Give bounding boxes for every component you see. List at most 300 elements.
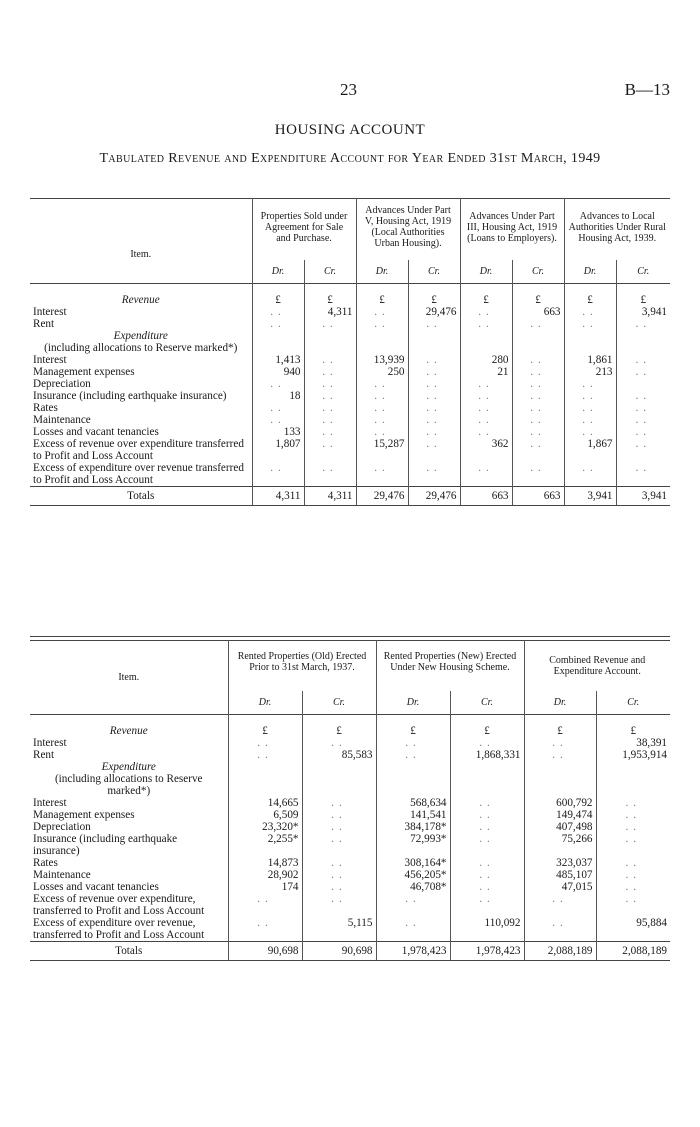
currency-symbol: £ (252, 284, 304, 307)
table-row (30, 414, 670, 426)
table-cell: .. (460, 390, 512, 402)
dr-header: Dr. (376, 691, 450, 715)
total-cell: 4,311 (304, 487, 356, 506)
empty-cell (596, 761, 670, 773)
table-cell: .. (616, 426, 670, 438)
empty-cell (304, 342, 356, 354)
total-cell: 90,698 (302, 942, 376, 961)
page-number: 23 (340, 80, 357, 99)
cr-header: Cr. (302, 691, 376, 715)
table-cell: .. (356, 318, 408, 330)
currency-symbol: £ (376, 715, 450, 738)
revenue-heading-row (30, 715, 670, 738)
table-cell: 28,902 (228, 869, 302, 881)
table-cell: .. (408, 414, 460, 426)
table-cell: .. (460, 426, 512, 438)
cr-header: Cr. (408, 260, 460, 284)
table-cell: .. (304, 426, 356, 438)
table-cell: .. (450, 821, 524, 833)
table-row (30, 306, 670, 318)
table-cell: 1,413 (252, 354, 304, 366)
empty-cell (524, 761, 596, 773)
table-cell: .. (512, 414, 564, 426)
table-row (30, 438, 670, 462)
empty-cell (450, 761, 524, 773)
currency-symbol: £ (616, 284, 670, 307)
table-row (30, 318, 670, 330)
currency-symbol: £ (356, 284, 408, 307)
row-label: Insurance (including earthquake insurance) (33, 833, 178, 857)
table-cell: .. (408, 438, 460, 462)
page-reference: B—13 (624, 80, 670, 99)
expenditure-heading-row (30, 330, 670, 342)
empty-cell (304, 330, 356, 342)
table-cell: .. (512, 462, 564, 487)
table-cell: 18 (252, 390, 304, 402)
table-row (30, 378, 670, 390)
table-cell: .. (460, 306, 512, 318)
empty-cell (596, 773, 670, 797)
table-cell: .. (252, 402, 304, 414)
table-cell: .. (450, 797, 524, 809)
table-row (30, 462, 670, 487)
table-cell: 133 (252, 426, 304, 438)
table-cell: .. (302, 797, 376, 809)
table-cell: 1,868,331 (450, 749, 524, 761)
table-cell: .. (564, 318, 616, 330)
empty-cell (524, 773, 596, 797)
row-label: Maintenance (33, 869, 91, 881)
table-cell: .. (302, 737, 376, 749)
row-label: Insurance (including earthquake insurance) (33, 390, 227, 402)
empty-cell (408, 330, 460, 342)
table-cell: .. (450, 833, 524, 857)
currency-symbol: £ (596, 715, 670, 738)
table-cell: .. (304, 318, 356, 330)
table-cell: 213 (564, 366, 616, 378)
table-cell: .. (450, 809, 524, 821)
row-label: Interest (33, 797, 67, 809)
table-cell: .. (460, 414, 512, 426)
table-row (30, 366, 670, 378)
table-cell: .. (564, 378, 616, 390)
table-cell: .. (302, 857, 376, 869)
expenditure-note: (including allocations to Reserve marked*) (44, 342, 238, 354)
totals-row (30, 942, 670, 961)
currency-symbol: £ (304, 284, 356, 307)
table-cell: 38,391 (596, 737, 670, 749)
table-cell: 21 (460, 366, 512, 378)
table-cell: .. (302, 809, 376, 821)
table-cell: 2,255* (228, 833, 302, 857)
table-cell: 6,509 (228, 809, 302, 821)
cr-header: Cr. (512, 260, 564, 284)
empty-cell (228, 773, 302, 797)
table-cell: .. (356, 426, 408, 438)
table-cell: .. (564, 390, 616, 402)
table-cell: .. (252, 414, 304, 426)
table-cell: .. (356, 462, 408, 487)
table-cell: .. (356, 378, 408, 390)
table-cell: .. (512, 378, 564, 390)
empty-cell (302, 773, 376, 797)
table-cell: .. (304, 402, 356, 414)
table-row (30, 426, 670, 438)
table-cell: 4,311 (304, 306, 356, 318)
col-group-header: Advances Under Part V, Housing Act, 1919 (Local Authorities Urban Housing). (356, 199, 460, 261)
table-row (30, 809, 670, 821)
table-cell: .. (524, 749, 596, 761)
table-row (30, 749, 670, 761)
table-row (30, 857, 670, 869)
empty-cell (228, 761, 302, 773)
table-cell: .. (564, 462, 616, 487)
revenue-heading-row (30, 284, 670, 307)
table-cell: 3,941 (616, 306, 670, 318)
table-cell: .. (408, 378, 460, 390)
table-cell: .. (228, 737, 302, 749)
empty-cell (450, 773, 524, 797)
table-cell: .. (596, 809, 670, 821)
table-cell: 407,498 (524, 821, 596, 833)
table-cell: 23,320* (228, 821, 302, 833)
table-cell: .. (564, 426, 616, 438)
table-cell: .. (616, 414, 670, 426)
row-label: Management expenses (33, 809, 135, 821)
dr-header: Dr. (252, 260, 304, 284)
table-cell: .. (302, 869, 376, 881)
table-cell: .. (460, 462, 512, 487)
currency-symbol: £ (524, 715, 596, 738)
dr-header: Dr. (524, 691, 596, 715)
table-cell: .. (512, 390, 564, 402)
table-cell: 250 (356, 366, 408, 378)
col-group-header: Rented Properties (New) Erected Under New Housing Scheme. (376, 641, 524, 692)
expenditure-note: (including allocations to Reserve marked*) (54, 773, 203, 797)
empty-cell (460, 330, 512, 342)
row-label: Losses and vacant tenancies (33, 881, 159, 893)
table-row (30, 402, 670, 414)
table-cell: .. (228, 917, 302, 942)
table-cell: .. (408, 318, 460, 330)
table-cell: 95,884 (596, 917, 670, 942)
table-cell: .. (252, 462, 304, 487)
page-subtitle: Tabulated Revenue and Expenditure Account for Year Ended 31st March, 1949 (99, 151, 601, 166)
empty-cell (376, 773, 450, 797)
row-label: Interest (33, 306, 67, 318)
table-cell: .. (408, 462, 460, 487)
currency-symbol: £ (512, 284, 564, 307)
table-cell: .. (376, 893, 450, 917)
item-column-header: Item. (118, 671, 140, 683)
table-row (30, 881, 670, 893)
row-label: Rent (33, 749, 55, 761)
section-divider (30, 636, 670, 637)
table-cell: .. (304, 414, 356, 426)
totals-label: Totals (30, 487, 252, 506)
table-cell: 568,634 (376, 797, 450, 809)
total-cell: 29,476 (408, 487, 460, 506)
total-cell: 29,476 (356, 487, 408, 506)
cr-header: Cr. (450, 691, 524, 715)
table-cell: .. (304, 390, 356, 402)
table-cell: 13,939 (356, 354, 408, 366)
total-cell: 2,088,189 (524, 942, 596, 961)
currency-symbol: £ (460, 284, 512, 307)
table-cell: .. (302, 881, 376, 893)
table-cell: 141,541 (376, 809, 450, 821)
table-row (30, 797, 670, 809)
col-group-header: Advances to Local Authorities Under Rural Housing Act, 1939. (564, 199, 670, 261)
table-cell: .. (450, 869, 524, 881)
table-cell: 384,178* (376, 821, 450, 833)
table-row (30, 869, 670, 881)
currency-symbol: £ (564, 284, 616, 307)
table-cell: .. (512, 438, 564, 462)
table-cell: .. (304, 366, 356, 378)
total-cell: 2,088,189 (596, 942, 670, 961)
row-label: Losses and vacant tenancies (33, 426, 159, 438)
currency-symbol: £ (302, 715, 376, 738)
table-cell: .. (460, 402, 512, 414)
total-cell: 3,941 (616, 487, 670, 506)
empty-cell (302, 761, 376, 773)
table-row (30, 390, 670, 402)
table-cell: 1,861 (564, 354, 616, 366)
total-cell: 3,941 (564, 487, 616, 506)
table-cell: .. (408, 426, 460, 438)
table-cell: .. (356, 306, 408, 318)
empty-cell (616, 330, 670, 342)
revenue-heading: Revenue (109, 725, 148, 737)
empty-cell (564, 330, 616, 342)
table-cell: .. (616, 318, 670, 330)
table-cell: 940 (252, 366, 304, 378)
table-cell: 75,266 (524, 833, 596, 857)
dr-header: Dr. (460, 260, 512, 284)
table-cell: .. (302, 821, 376, 833)
table-cell: .. (356, 390, 408, 402)
currency-symbol: £ (450, 715, 524, 738)
totals-row (30, 487, 670, 506)
row-label: Maintenance (33, 414, 91, 426)
empty-cell (376, 761, 450, 773)
row-label: Interest (33, 354, 67, 366)
row-label: Management expenses (33, 366, 135, 378)
table-row (30, 893, 670, 917)
table-cell: 1,953,914 (596, 749, 670, 761)
table-cell: .. (376, 737, 450, 749)
total-cell: 4,311 (252, 487, 304, 506)
table-cell: .. (408, 354, 460, 366)
housing-account-table-2 (30, 640, 670, 961)
row-label: Depreciation (33, 378, 91, 390)
table-cell: .. (616, 438, 670, 462)
revenue-heading: Revenue (121, 294, 160, 306)
row-label: Rates (33, 857, 58, 869)
table-cell: .. (512, 402, 564, 414)
table-cell: .. (450, 857, 524, 869)
table-cell (616, 378, 670, 390)
expenditure-note-row (30, 773, 670, 797)
table-cell: .. (408, 366, 460, 378)
table-cell: .. (564, 414, 616, 426)
table-cell: .. (616, 390, 670, 402)
empty-cell (512, 330, 564, 342)
table-cell: 29,476 (408, 306, 460, 318)
row-label: Rent (33, 318, 55, 330)
table-cell: .. (564, 402, 616, 414)
table-cell: 46,708* (376, 881, 450, 893)
table-cell: 149,474 (524, 809, 596, 821)
table-cell: .. (304, 462, 356, 487)
table-cell: .. (304, 354, 356, 366)
item-column-header: Item. (130, 249, 152, 260)
empty-cell (252, 330, 304, 342)
table-cell: .. (302, 893, 376, 917)
table-cell: .. (596, 869, 670, 881)
total-cell: 663 (512, 487, 564, 506)
table-cell: .. (524, 917, 596, 942)
table-cell: .. (408, 390, 460, 402)
cr-header: Cr. (596, 691, 670, 715)
row-label: Depreciation (33, 821, 91, 833)
table-cell: .. (252, 306, 304, 318)
table-cell: 174 (228, 881, 302, 893)
table-cell: .. (524, 893, 596, 917)
total-cell: 1,978,423 (450, 942, 524, 961)
empty-cell (616, 342, 670, 354)
col-group-header: Properties Sold under Agreement for Sale and Purchase. (252, 199, 356, 261)
table-cell: .. (512, 426, 564, 438)
col-group-header: Combined Revenue and Expenditure Account. (524, 641, 670, 692)
empty-cell (460, 342, 512, 354)
dr-header: Dr. (564, 260, 616, 284)
empty-cell (252, 342, 304, 354)
table-cell: .. (616, 354, 670, 366)
table-cell: .. (450, 737, 524, 749)
totals-label: Totals (30, 942, 228, 961)
table-cell: 485,107 (524, 869, 596, 881)
table-cell: .. (512, 318, 564, 330)
row-label: Rates (33, 402, 58, 414)
table-cell: .. (228, 893, 302, 917)
page-title: HOUSING ACCOUNT (274, 122, 426, 138)
table-cell: 110,092 (450, 917, 524, 942)
table-cell: 14,873 (228, 857, 302, 869)
table-cell: .. (376, 749, 450, 761)
table-row (30, 821, 670, 833)
table-cell: .. (512, 354, 564, 366)
table-cell: .. (596, 797, 670, 809)
empty-cell (512, 342, 564, 354)
table-cell: 323,037 (524, 857, 596, 869)
table-cell: 72,993* (376, 833, 450, 857)
total-cell: 663 (460, 487, 512, 506)
empty-cell (564, 342, 616, 354)
table-cell: 280 (460, 354, 512, 366)
cr-header: Cr. (304, 260, 356, 284)
table-cell: .. (356, 414, 408, 426)
expenditure-heading-row (30, 761, 670, 773)
table-cell: .. (564, 306, 616, 318)
table-cell: .. (304, 378, 356, 390)
dr-header: Dr. (356, 260, 408, 284)
table-cell: 1,867 (564, 438, 616, 462)
table-cell: 1,807 (252, 438, 304, 462)
table-cell: 15,287 (356, 438, 408, 462)
table-cell: .. (460, 378, 512, 390)
table-cell: 85,583 (302, 749, 376, 761)
table-cell: .. (450, 893, 524, 917)
table-cell: .. (376, 917, 450, 942)
table-cell: .. (252, 318, 304, 330)
table-cell: .. (616, 402, 670, 414)
table-row (30, 354, 670, 366)
dr-header: Dr. (228, 691, 302, 715)
empty-cell (408, 342, 460, 354)
currency-symbol: £ (228, 715, 302, 738)
row-label: Excess of revenue over expenditure, transferred to Profit and Loss Account (33, 893, 205, 917)
table-cell: .. (616, 462, 670, 487)
table-cell: 47,015 (524, 881, 596, 893)
currency-symbol: £ (408, 284, 460, 307)
table-cell: 14,665 (228, 797, 302, 809)
expenditure-heading: Expenditure (101, 761, 156, 773)
table-cell: 362 (460, 438, 512, 462)
table-cell: 600,792 (524, 797, 596, 809)
table-cell: 308,164* (376, 857, 450, 869)
table-cell: .. (596, 893, 670, 917)
expenditure-heading: Expenditure (113, 330, 168, 342)
table-cell: .. (356, 402, 408, 414)
table-row (30, 737, 670, 749)
table-cell: 456,205* (376, 869, 450, 881)
table-cell: .. (596, 881, 670, 893)
table-cell: .. (408, 402, 460, 414)
expenditure-note-row (30, 342, 670, 354)
row-label: Excess of revenue over expenditure transferred to Profit and Loss Account (33, 438, 244, 462)
empty-cell (356, 342, 408, 354)
table-cell: .. (596, 857, 670, 869)
table-cell: .. (304, 438, 356, 462)
table-cell: .. (460, 318, 512, 330)
table-cell: .. (616, 366, 670, 378)
row-label: Interest (33, 737, 67, 749)
table-cell: .. (512, 366, 564, 378)
total-cell: 1,978,423 (376, 942, 450, 961)
row-label: Excess of expenditure over revenue, transferred to Profit and Loss Account (33, 917, 205, 941)
empty-cell (356, 330, 408, 342)
total-cell: 90,698 (228, 942, 302, 961)
cr-header: Cr. (616, 260, 670, 284)
table-cell: .. (596, 821, 670, 833)
table-cell: 663 (512, 306, 564, 318)
col-group-header: Advances Under Part III, Housing Act, 1919 (Loans to Employers). (460, 199, 564, 261)
table-row (30, 917, 670, 942)
row-label: Excess of expenditure over revenue transferred to Profit and Loss Account (33, 462, 244, 486)
table-row (30, 833, 670, 857)
table-cell: 5,115 (302, 917, 376, 942)
table-cell: .. (252, 378, 304, 390)
housing-account-table-1 (30, 198, 670, 506)
col-group-header: Rented Properties (Old) Erected Prior to 31st March, 1937. (228, 641, 376, 692)
table-cell: .. (524, 737, 596, 749)
table-cell: .. (450, 881, 524, 893)
table-cell: .. (596, 833, 670, 857)
table-cell: .. (228, 749, 302, 761)
table-cell: .. (302, 833, 376, 857)
